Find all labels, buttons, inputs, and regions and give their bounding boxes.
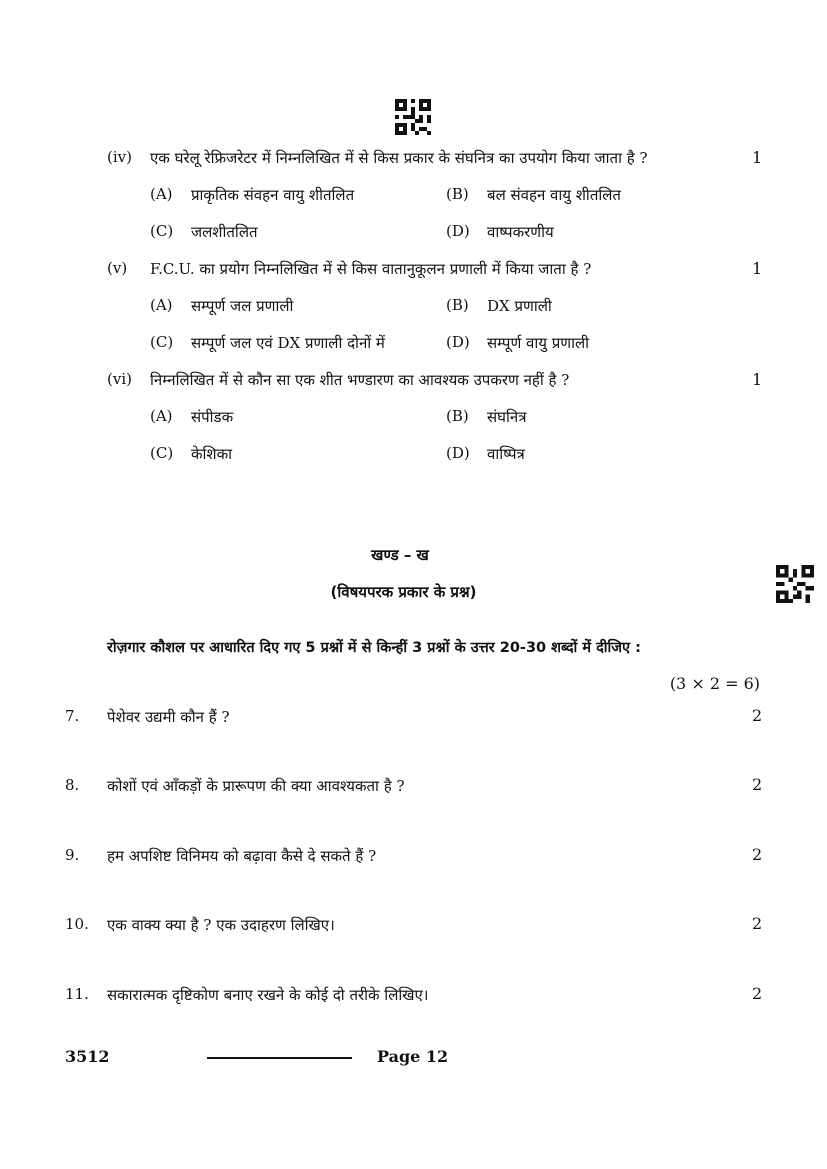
question-number: (vi) — [107, 370, 132, 388]
option-text: DX प्रणाली — [487, 297, 552, 315]
option-text: बल संवहन वायु शीतलित — [487, 186, 621, 204]
question-text: पेशेवर उद्यमी कौन हैं ? — [107, 708, 230, 726]
option-label: (D) — [446, 333, 470, 351]
paper-code: 3512 — [65, 1047, 110, 1066]
question-number: 7. — [65, 707, 80, 725]
option-label: (A) — [150, 185, 173, 203]
option-text: केशिका — [191, 445, 233, 463]
marks-formula: (3 × 2 = 6) — [669, 674, 760, 693]
option-label: (D) — [446, 222, 470, 240]
question-number: (v) — [107, 259, 128, 277]
question-text: हम अपशिष्ट विनिमय को बढ़ावा कैसे दे सकते हैं ? — [107, 847, 377, 865]
question-marks: 1 — [752, 259, 763, 278]
question-number: 10. — [65, 915, 89, 933]
option-text: संघनित्र — [487, 408, 527, 426]
option-text: सम्पूर्ण जल प्रणाली — [191, 297, 294, 315]
question-marks: 1 — [752, 148, 763, 167]
question-text: F.C.U. का प्रयोग निम्नलिखित में से किस वातानुकूलन प्रणाली में किया जाता है ? — [150, 260, 592, 278]
option-text: संपीडक — [191, 408, 234, 426]
page-number: Page 12 — [377, 1047, 449, 1066]
option-text: वाष्पित्र — [487, 445, 525, 463]
question-number: (iv) — [107, 148, 132, 166]
question-number: 9. — [65, 846, 80, 864]
option-text: प्राकृतिक संवहन वायु शीतलित — [191, 186, 355, 204]
option-text: सम्पूर्ण वायु प्रणाली — [487, 334, 590, 352]
option-label: (B) — [446, 185, 469, 203]
option-label: (A) — [150, 296, 173, 314]
question-marks: 1 — [752, 370, 763, 389]
footer-divider — [207, 1057, 352, 1059]
option-label: (D) — [446, 444, 470, 462]
question-marks: 2 — [752, 775, 763, 794]
qr-code-icon — [395, 99, 431, 135]
question-text: एक वाक्य क्या है ? एक उदाहरण लिखिए। — [107, 916, 335, 934]
option-label: (C) — [150, 444, 174, 462]
option-text: जलशीतलित — [191, 223, 258, 241]
option-label: (B) — [446, 407, 469, 425]
question-text: कोशों एवं आँकड़ों के प्रारूपण की क्या आवश्यकता है ? — [107, 777, 405, 795]
section-subtitle: (विषयपरक प्रकार के प्रश्न) — [330, 583, 477, 601]
option-text: वाष्पकरणीय — [487, 223, 554, 241]
question-number: 11. — [65, 985, 89, 1003]
option-text: सम्पूर्ण जल एवं DX प्रणाली दोनों में — [191, 334, 385, 352]
question-text: निम्नलिखित में से कौन सा एक शीत भण्डारण का आवश्यक उपकरण नहीं है ? — [150, 371, 570, 389]
question-text: सकारात्मक दृष्टिकोण बनाए रखने के कोई दो तरीके लिखिए। — [107, 986, 429, 1004]
option-label: (C) — [150, 222, 174, 240]
option-label: (A) — [150, 407, 173, 425]
question-text: एक घरेलू रेफ्रिजरेटर में निम्नलिखित में से किस प्रकार के संघनित्र का उपयोग किया जाता है ? — [150, 149, 648, 167]
question-marks: 2 — [752, 914, 763, 933]
option-label: (C) — [150, 333, 174, 351]
question-number: 8. — [65, 776, 80, 794]
section-instruction: रोज़गार कौशल पर आधारित दिए गए 5 प्रश्नों में से किन्हीं 3 प्रश्नों के उत्तर 20-30 शब्दों में दीजिए : — [107, 640, 641, 656]
section-title: खण्ड – ख — [371, 546, 429, 564]
question-marks: 2 — [752, 845, 763, 864]
question-marks: 2 — [752, 706, 763, 725]
option-label: (B) — [446, 296, 469, 314]
question-marks: 2 — [752, 984, 763, 1003]
